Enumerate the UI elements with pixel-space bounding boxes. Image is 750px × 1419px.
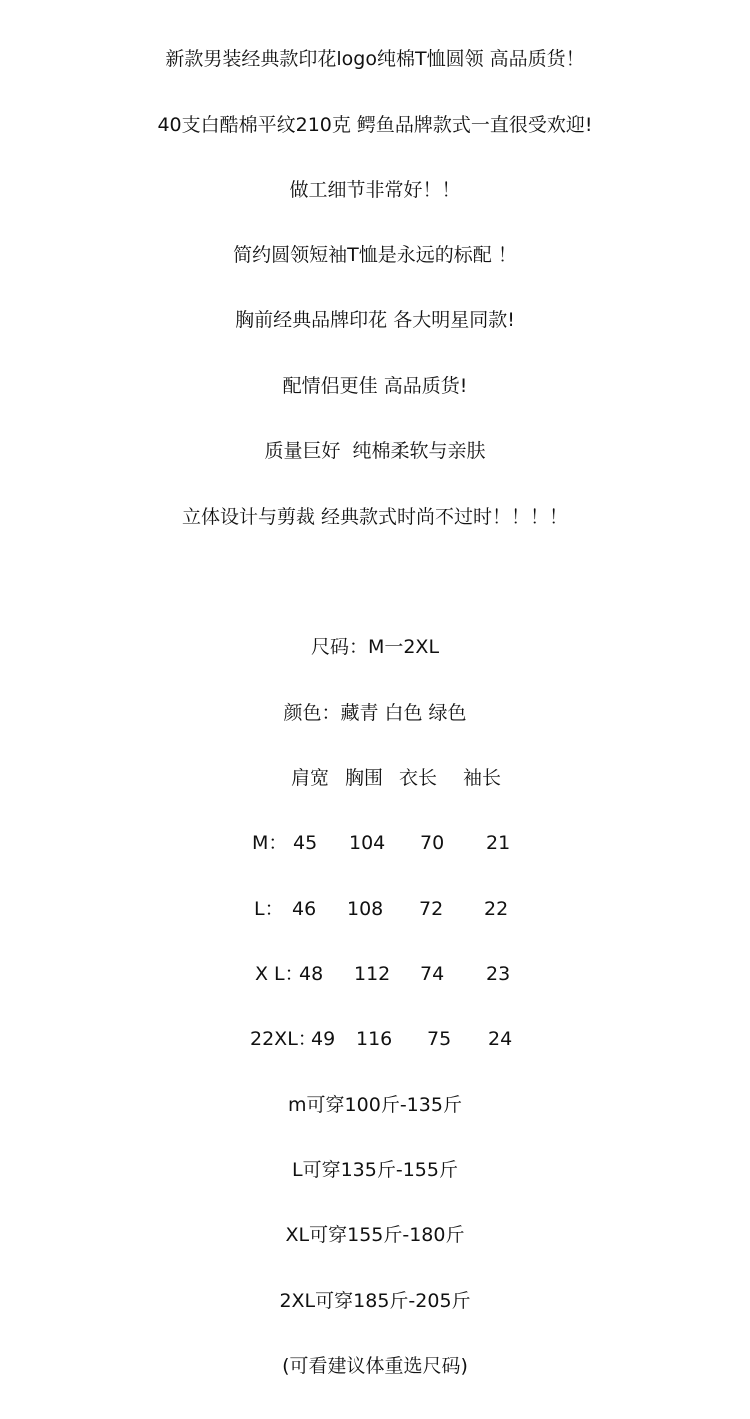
weight-guide-line: XL可穿155斤-180斤 — [285, 1224, 465, 1246]
description-line: 立体设计与剪裁 经典款式时尚不过时！！！！ — [181, 506, 569, 528]
weight-guide-line: 2XL可穿185斤-205斤 — [279, 1290, 471, 1312]
row-size-label: M： — [252, 832, 288, 854]
description-line: 配情侣更佳 高品质货! — [282, 375, 468, 397]
row-size-label: 22XL： — [250, 1028, 317, 1050]
cell-length: 74 — [420, 963, 445, 985]
description-line: 做工细节非常好！！ — [289, 179, 461, 201]
cell-chest: 112 — [354, 963, 391, 985]
cell-shoulder: 48 — [299, 963, 324, 985]
cell-chest: 116 — [356, 1028, 393, 1050]
size-advice-note: (可看建议体重选尺码) — [282, 1355, 468, 1377]
cell-length: 72 — [419, 898, 444, 920]
cell-length: 75 — [427, 1028, 452, 1050]
description-line: 简约圆领短袖T恤是永远的标配 ！ — [233, 244, 517, 266]
description-line: 胸前经典品牌印花 各大明星同款! — [235, 309, 515, 331]
header-chest: 胸围 — [345, 767, 384, 789]
size-range: 尺码：M一2XL — [310, 636, 440, 658]
cell-shoulder: 45 — [293, 832, 318, 854]
header-sleeve: 袖长 — [463, 767, 502, 789]
cell-sleeve: 23 — [486, 963, 511, 985]
header-shoulder: 肩宽 — [291, 767, 330, 789]
weight-guide-line: L可穿135斤-155斤 — [292, 1159, 458, 1181]
cell-shoulder: 49 — [311, 1028, 336, 1050]
cell-sleeve: 24 — [488, 1028, 513, 1050]
cell-length: 70 — [420, 832, 445, 854]
description-line: 40支白酷棉平纹210克 鳄鱼品牌款式一直很受欢迎! — [157, 114, 593, 136]
cell-sleeve: 21 — [486, 832, 511, 854]
weight-guide-line: m可穿100斤-135斤 — [288, 1094, 462, 1116]
cell-chest: 104 — [349, 832, 386, 854]
cell-shoulder: 46 — [292, 898, 317, 920]
description-line: 质量巨好 纯棉柔软与亲肤 — [264, 440, 486, 462]
color-options: 颜色：藏青 白色 绿色 — [283, 702, 467, 724]
row-size-label: X L： — [255, 963, 304, 985]
cell-chest: 108 — [347, 898, 384, 920]
header-length: 衣长 — [399, 767, 438, 789]
cell-sleeve: 22 — [484, 898, 509, 920]
description-line: 新款男装经典款印花logo纯棉T恤圆领 高品质货！ — [165, 48, 585, 70]
row-size-label: L： — [254, 898, 284, 920]
